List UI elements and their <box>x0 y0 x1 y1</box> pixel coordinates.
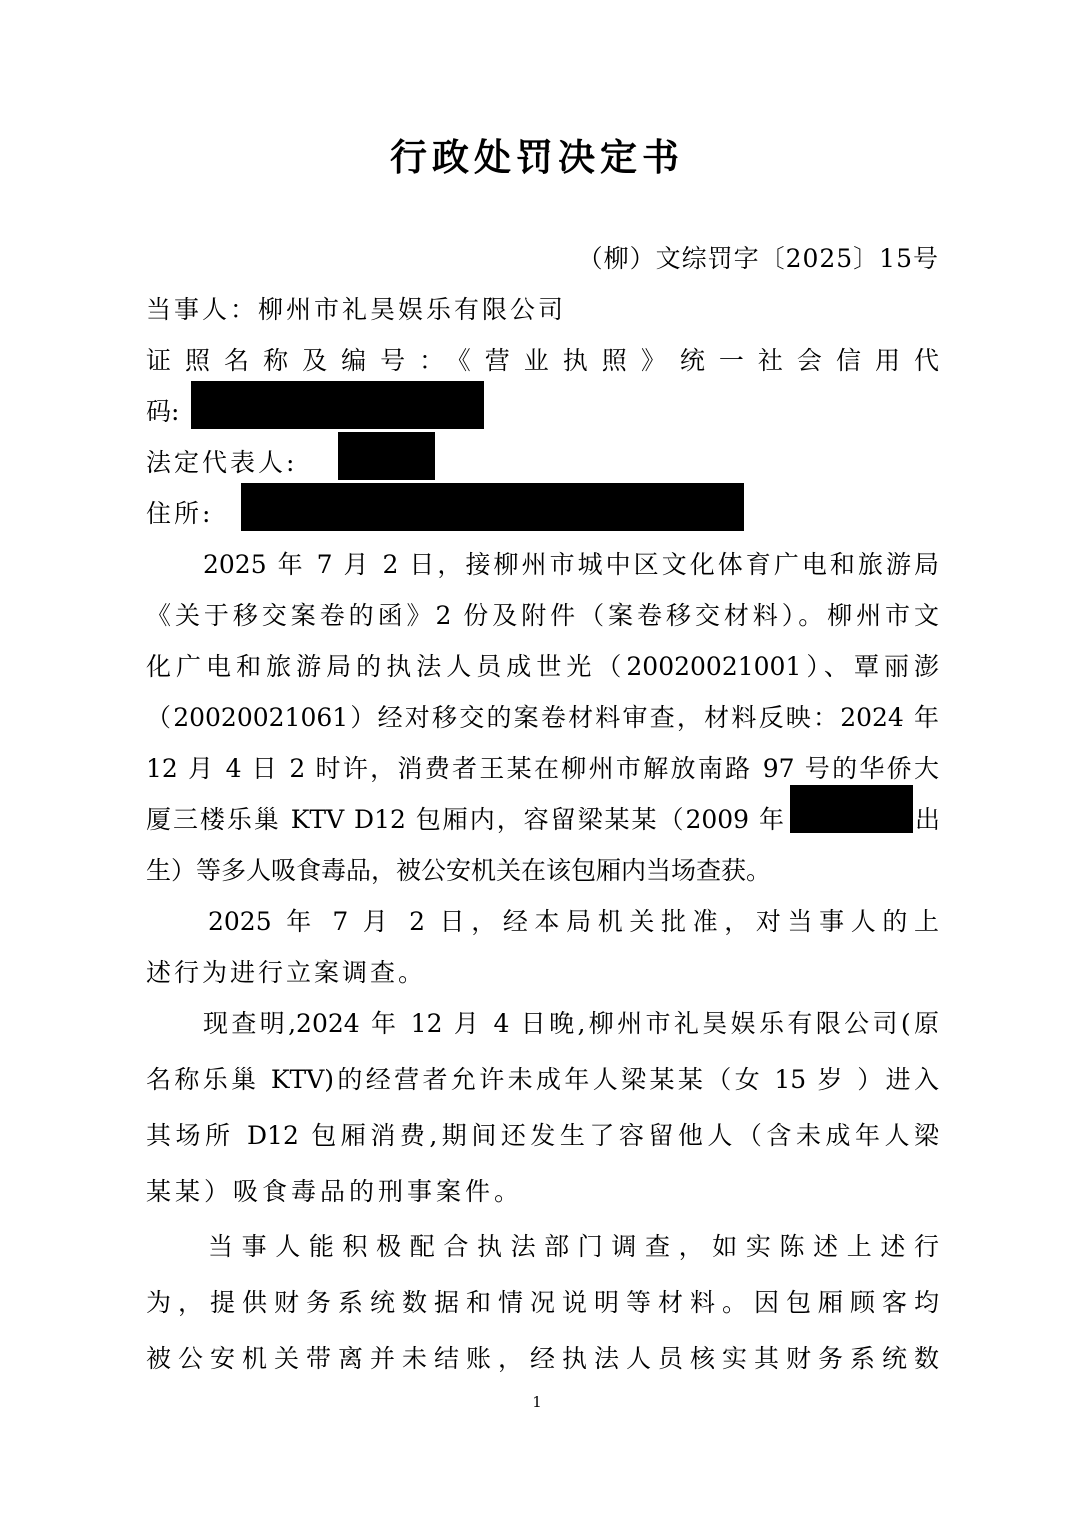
para1-line7: 生）等多人吸食毒品，被公安机关在该包厢内当场查获。 <box>146 856 772 885</box>
para1-line2: 《关于移交案卷的函》2 份及附件（案卷移交材料）。柳州市文 <box>146 601 939 630</box>
redaction-credit-code <box>191 381 484 429</box>
document-title: 行政处罚决定书 <box>390 135 684 179</box>
address-label: 住所: <box>146 499 214 528</box>
license-line: 证照名称及编号：《营业执照》统一社会信用代 <box>146 346 939 375</box>
para2-line2: 述行为进行立案调查。 <box>146 958 427 987</box>
legal-rep-label: 法定代表人: <box>146 448 298 477</box>
para1-line6-end: 出 <box>915 805 941 834</box>
page-number: 1 <box>532 1393 542 1411</box>
para4-line3: 被公安机关带离并未结账，经执法人员核实其财务系统数 <box>146 1344 939 1373</box>
para1-line1: 2025 年 7 月 2 日，接柳州市城中区文化体育广电和旅游局 <box>203 550 939 579</box>
redaction-legal-rep <box>338 432 435 480</box>
para3-line3: 其场所 D12 包厢消费,期间还发生了容留他人（含未成年人梁 <box>146 1121 939 1150</box>
document-number: （柳）文综罚字〔2025〕15号 <box>577 244 939 273</box>
para4-line2: 为，提供财务系统数据和情况说明等材料。因包厢顾客均 <box>146 1288 939 1317</box>
redaction-address <box>241 483 744 531</box>
para1-line4: （20020021061）经对移交的案卷材料审查，材料反映：2024 年 <box>146 703 939 732</box>
para3-line2: 名称乐巢 KTV)的经营者允许未成年人梁某某（女 15 岁 ）进入 <box>146 1065 939 1094</box>
para4-line1: 当事人能积极配合执法部门调查，如实陈述上述行 <box>208 1232 939 1261</box>
para3-line1: 现查明,2024 年 12 月 4 日晚,柳州市礼昊娱乐有限公司(原 <box>203 1009 939 1038</box>
para1-line3: 化广电和旅游局的执法人员成世光（20020021001）、覃丽澎 <box>146 652 939 681</box>
party-line: 当事人：柳州市礼昊娱乐有限公司 <box>146 295 567 324</box>
para2-line1: 2025 年 7 月 2 日，经本局机关批准，对当事人的上 <box>208 907 939 936</box>
para3-line4: 某某）吸食毒品的刑事案件。 <box>146 1177 524 1206</box>
para1-line5: 12 月 4 日 2 时许，消费者王某在柳州市解放南路 97 号的华侨大 <box>146 754 939 783</box>
redaction-birthdate <box>790 785 913 833</box>
para1-line6: 厦三楼乐巢 KTV D12 包厢内，容留梁某某（2009 年 <box>146 805 784 834</box>
credit-code-label: 码: <box>146 397 180 426</box>
